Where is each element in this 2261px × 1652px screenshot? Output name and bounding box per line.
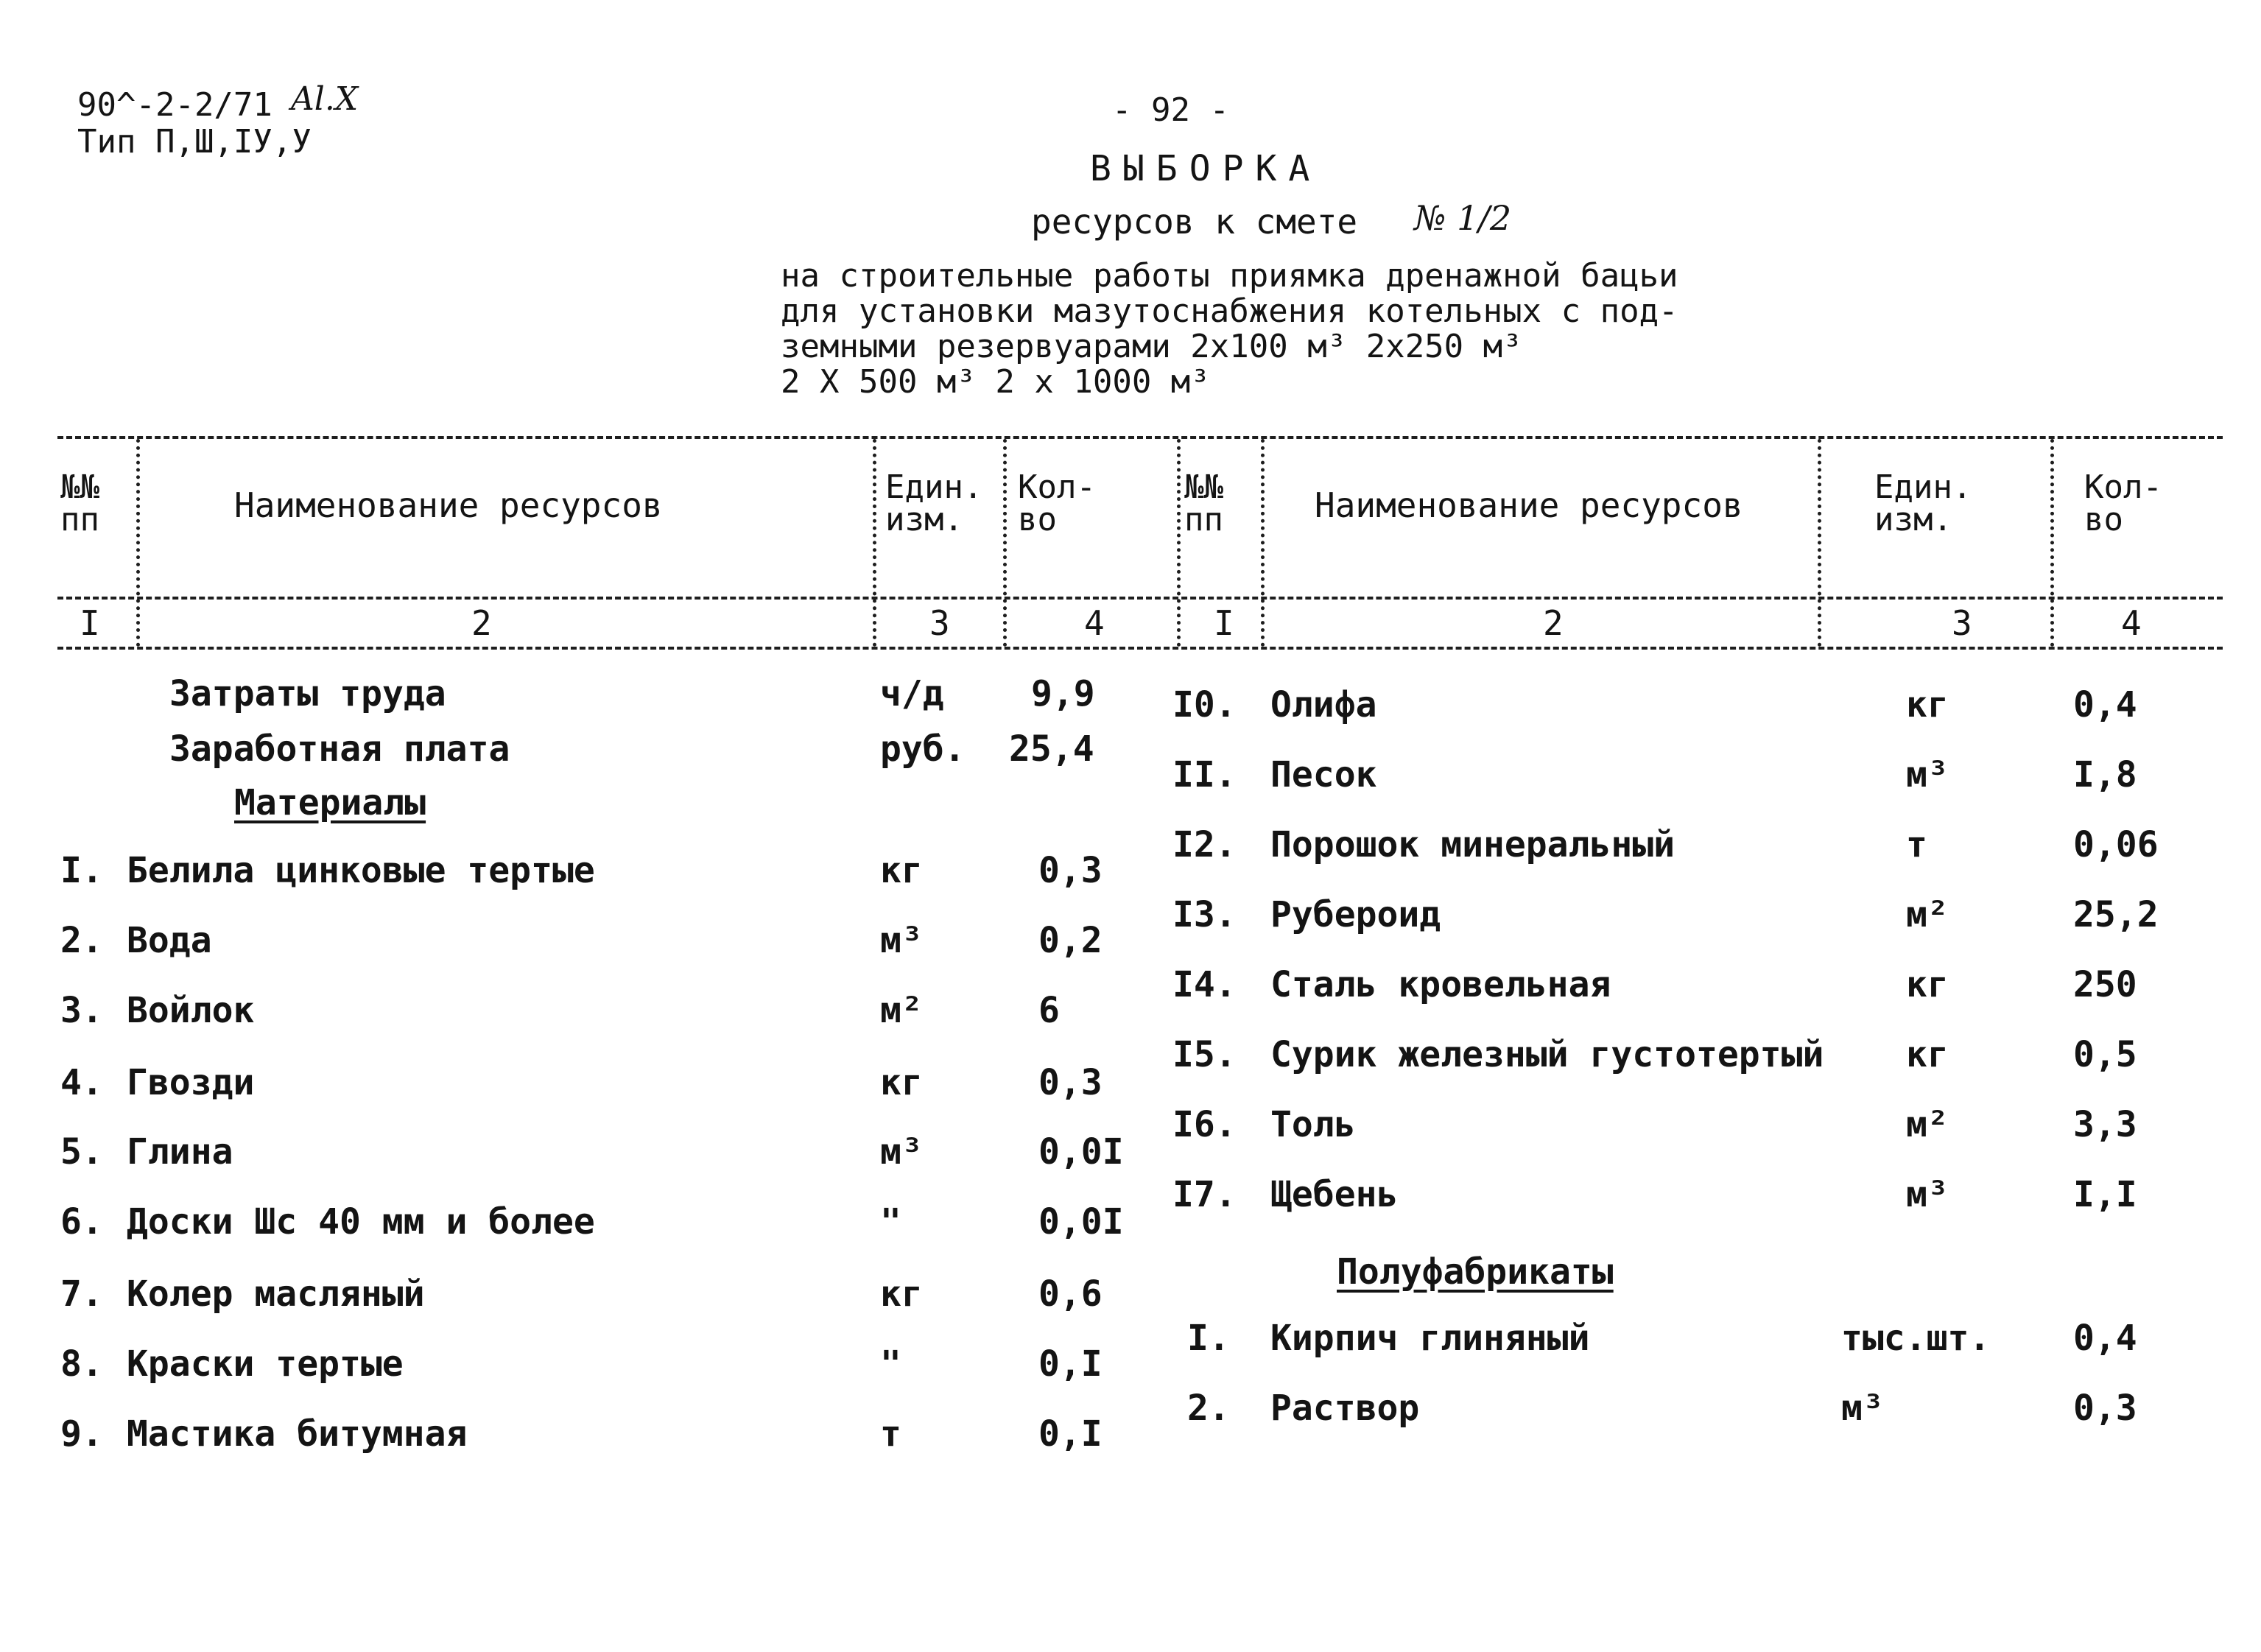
material-right-qty: 25,2 xyxy=(2073,894,2159,935)
material-right-num: I0. xyxy=(1172,684,1237,725)
column-divider xyxy=(136,439,140,647)
material-left-unit: т xyxy=(880,1413,901,1455)
semi-product-qty: 0,4 xyxy=(2073,1318,2137,1359)
semi-product-unit: м³ xyxy=(1841,1388,1884,1429)
index-4-right: 4 xyxy=(2121,603,2142,643)
material-left-name: Белила цинковые тертые xyxy=(127,850,595,891)
material-left-unit: кг xyxy=(880,1062,923,1103)
materials-heading: Материалы xyxy=(234,782,426,823)
material-left-unit: " xyxy=(880,1201,901,1242)
table-header-rule xyxy=(57,597,2223,600)
material-left-num: 3. xyxy=(60,990,103,1031)
material-left-name: Краски тертые xyxy=(127,1343,404,1385)
index-3-right: 3 xyxy=(1952,603,1972,643)
column-divider xyxy=(1003,439,1007,647)
description-line-4: 2 Х 500 м³ 2 х 1000 м³ xyxy=(781,363,1210,401)
material-left-name: Мастика битумная xyxy=(127,1413,468,1455)
labor-cost-unit: ч/д xyxy=(880,673,944,714)
material-right-name: Толь xyxy=(1270,1104,1356,1145)
material-left-num: I. xyxy=(60,850,103,891)
material-right-num: I5. xyxy=(1172,1034,1237,1075)
material-right-qty: I,I xyxy=(2073,1174,2137,1215)
material-left-unit: " xyxy=(880,1343,901,1385)
material-left-num: 8. xyxy=(60,1343,103,1385)
column-divider xyxy=(1261,439,1265,647)
table-top-rule xyxy=(57,436,2223,439)
material-right-unit: кг xyxy=(1906,964,1949,1005)
material-left-num: 4. xyxy=(60,1062,103,1103)
material-right-name: Щебень xyxy=(1270,1174,1399,1215)
material-left-qty: 0,0I xyxy=(1038,1201,1124,1242)
column-divider xyxy=(2050,439,2054,647)
material-left-name: Глина xyxy=(127,1131,233,1173)
header-qty-left: Кол- во xyxy=(1018,468,1096,538)
semi-product-name: Раствор xyxy=(1270,1388,1420,1429)
material-right-num: I2. xyxy=(1172,824,1237,865)
material-left-name: Колер масляный xyxy=(127,1273,425,1315)
material-left-qty: 0,3 xyxy=(1038,1062,1103,1103)
material-left-num: 6. xyxy=(60,1201,103,1242)
document-title: ВЫБОРКА xyxy=(1090,148,1322,189)
column-divider xyxy=(1818,439,1821,647)
material-left-name: Доски Шс 40 мм и более xyxy=(127,1201,595,1242)
material-right-num: II. xyxy=(1172,754,1237,795)
header-qty-right: Кол- во xyxy=(2084,468,2162,538)
material-left-unit: м² xyxy=(880,990,923,1031)
material-left-name: Войлок xyxy=(127,990,255,1031)
material-right-unit: кг xyxy=(1906,1034,1949,1075)
material-left-unit: м³ xyxy=(880,920,923,961)
semi-product-unit: тыс.шт. xyxy=(1841,1318,1991,1359)
material-right-name: Олифа xyxy=(1270,684,1377,725)
material-left-unit: кг xyxy=(880,1273,923,1315)
description-line-1: на строительные работы приямка дренажной бацьи xyxy=(781,257,1678,295)
column-divider xyxy=(873,439,876,647)
material-right-name: Порошок минеральный xyxy=(1270,824,1675,865)
header-unit-right: Един. изм. xyxy=(1874,468,1972,538)
material-left-num: 2. xyxy=(60,920,103,961)
index-1-right: I xyxy=(1214,603,1234,643)
material-right-unit: м³ xyxy=(1906,1174,1949,1215)
description-line-2: для установки мазутоснабжения котельных с под- xyxy=(781,292,1678,330)
labor-cost-qty: 9,9 xyxy=(1031,673,1095,714)
material-left-qty: 6 xyxy=(1038,990,1060,1031)
material-left-name: Гвозди xyxy=(127,1062,255,1103)
material-right-qty: 250 xyxy=(2073,964,2137,1005)
material-right-num: I3. xyxy=(1172,894,1237,935)
material-right-num: I4. xyxy=(1172,964,1237,1005)
material-left-qty: 0,I xyxy=(1038,1413,1103,1455)
material-right-num: I6. xyxy=(1172,1104,1237,1145)
material-left-unit: м³ xyxy=(880,1131,923,1173)
index-2-right: 2 xyxy=(1543,603,1564,643)
material-left-qty: 0,3 xyxy=(1038,850,1103,891)
material-left-name: Вода xyxy=(127,920,212,961)
estimate-number: № 1/2 xyxy=(1414,198,1512,238)
wages-unit: руб. xyxy=(880,728,966,770)
handwritten-mark: Al.X xyxy=(291,80,359,118)
material-right-unit: кг xyxy=(1906,684,1949,725)
index-1-left: I xyxy=(80,603,100,643)
index-3-left: 3 xyxy=(929,603,950,643)
semi-product-num: I. xyxy=(1187,1318,1230,1359)
material-right-qty: 0,4 xyxy=(2073,684,2137,725)
material-right-unit: м² xyxy=(1906,1104,1949,1145)
material-left-unit: кг xyxy=(880,850,923,891)
header-name-right: Наименование ресурсов xyxy=(1315,485,1743,525)
column-divider xyxy=(1177,439,1181,647)
description-line-3: земными резервуарами 2х100 м³ 2х250 м³ xyxy=(781,328,1522,365)
wages-name: Заработная плата xyxy=(169,728,510,770)
labor-cost-name: Затраты труда xyxy=(169,673,446,714)
material-right-unit: м³ xyxy=(1906,754,1949,795)
table-index-rule xyxy=(57,647,2223,650)
semi-product-name: Кирпич глиняный xyxy=(1270,1318,1590,1359)
wages-qty: 25,4 xyxy=(1009,728,1094,770)
index-2-left: 2 xyxy=(471,603,492,643)
header-unit-left: Един. изм. xyxy=(885,468,983,538)
material-right-name: Сталь кровельная xyxy=(1270,964,1611,1005)
material-right-qty: 3,3 xyxy=(2073,1104,2137,1145)
document-code: 90^-2-2/71 xyxy=(77,86,272,124)
semi-product-num: 2. xyxy=(1187,1388,1230,1429)
header-number-left: №№ пп xyxy=(60,468,99,538)
header-number-right: №№ пп xyxy=(1184,468,1223,538)
material-right-num: I7. xyxy=(1172,1174,1237,1215)
material-right-name: Рубероид xyxy=(1270,894,1441,935)
material-right-unit: м² xyxy=(1906,894,1949,935)
material-right-qty: 0,06 xyxy=(2073,824,2159,865)
semi-product-qty: 0,3 xyxy=(2073,1388,2137,1429)
material-right-name: Сурик железный густотертый xyxy=(1270,1034,1824,1075)
subtitle: ресурсов к смете xyxy=(1031,202,1358,242)
index-4-left: 4 xyxy=(1084,603,1105,643)
material-left-qty: 0,2 xyxy=(1038,920,1103,961)
material-left-qty: 0,6 xyxy=(1038,1273,1103,1315)
header-name-left: Наименование ресурсов xyxy=(234,485,663,525)
material-right-name: Песок xyxy=(1270,754,1377,795)
material-left-qty: 0,I xyxy=(1038,1343,1103,1385)
material-left-num: 5. xyxy=(60,1131,103,1173)
material-left-num: 9. xyxy=(60,1413,103,1455)
material-left-num: 7. xyxy=(60,1273,103,1315)
material-left-qty: 0,0I xyxy=(1038,1131,1124,1173)
material-right-qty: I,8 xyxy=(2073,754,2137,795)
material-right-qty: 0,5 xyxy=(2073,1034,2137,1075)
page-number: - 92 - xyxy=(1112,91,1229,129)
semi-products-heading: Полуфабрикаты xyxy=(1337,1251,1614,1293)
material-right-unit: т xyxy=(1906,824,1927,865)
document-types: Тип П,Ш,IУ,У xyxy=(77,123,312,161)
